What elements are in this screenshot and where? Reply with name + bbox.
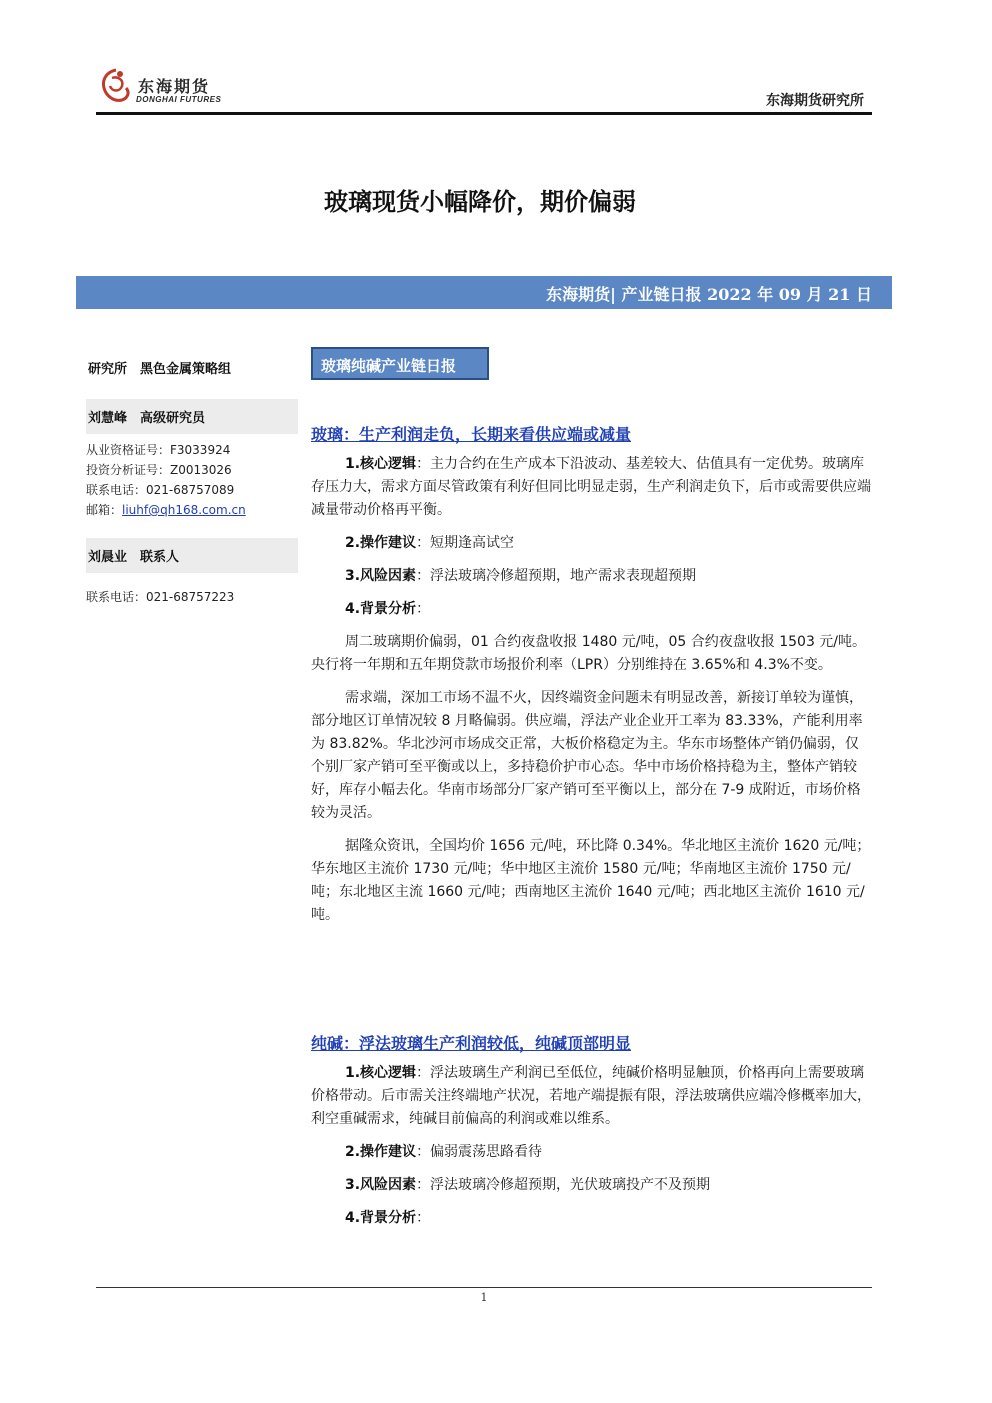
glass-bg-label: 4.背景分析 xyxy=(345,601,417,617)
soda-core-label: 1.核心逻辑 xyxy=(345,1065,417,1081)
soda-op-text: ：偏弱震荡思路看待 xyxy=(416,1144,543,1160)
glass-op-label: 2.操作建议 xyxy=(345,535,417,551)
soda-risk-text: ：浮法玻璃冷修超预期，光伏玻璃投产不及预期 xyxy=(416,1177,711,1193)
soda-risk xyxy=(311,1174,871,1197)
page-header xyxy=(96,62,872,114)
author-sidebar xyxy=(86,350,298,607)
email-link[interactable]: liuhf@qh168.com.cn xyxy=(122,503,246,517)
glass-paragraph-3: 据隆众资讯，全国均价 1656 元/吨，环比降 0.34%。华北地区主流价 1620 元/吨；华东地区主流价 1730 元/吨；华中地区主流价 1580 元/吨；华南地区主流价 1750 元/吨；东北地区主流 1660 元/吨；西南地区主流价 1640 元/吨；西北地区主流价 1610 元/吨。 xyxy=(311,838,871,923)
glass-operation xyxy=(311,532,871,555)
soda-core-text: ：浮法玻璃生产利润已至低位，纯碱价格明显触顶，价格再向上需要玻璃价格带动。后市需关注终端地产状况，若地产端提振有限，浮法玻璃供应端冷修概率加大，利空重碱需求，纯碱目前偏高的利润或难以维系。 xyxy=(311,1065,871,1127)
report-tag xyxy=(311,347,489,380)
glass-background xyxy=(311,598,871,621)
report-title: 玻璃现货小幅降价，期价偏弱 xyxy=(324,187,636,216)
soda-bg-label: 4.背景分析 xyxy=(345,1210,417,1226)
glass-paragraph-1: 周二玻璃期价偏弱，01 合约夜盘收报 1480 元/吨，05 合约夜盘收报 1503 元/吨。央行将一年期和五年期贷款市场报价利率（LPR）分别维持在 3.65%和 4.3%不变。 xyxy=(311,634,867,673)
glass-section xyxy=(311,422,871,927)
soda-core-logic xyxy=(311,1062,871,1131)
sidebar-contact: 刘晨业 联系人 xyxy=(86,538,298,573)
banner-text: 东海期货| 产业链日报 2022 年 09 月 21 日 xyxy=(546,285,872,304)
donghai-logo-icon xyxy=(98,66,134,106)
glass-risk-text: ：浮法玻璃冷修超预期，地产需求表现超预期 xyxy=(416,568,697,584)
analyst-email-row xyxy=(86,500,298,520)
company-logo xyxy=(98,66,258,110)
soda-risk-label: 3.风险因素 xyxy=(345,1177,417,1193)
glass-core-label: 1.核心逻辑 xyxy=(345,456,417,472)
glass-paragraph-2: 需求端，深加工市场不温不火，因终端资金问题未有明显改善，新接订单较为谨慎，部分地区订单情况较 8 月略偏弱。供应端，浮法产业企业开工率为 83.33%，产能利用率为 83.82%。华北沙河市场成交正常，大板价格稳定为主。华东市场整体产销仍偏弱，仅个别厂家产销可至平衡或以上，多持稳价护市心态。华中市场价格持稳为主，整体产销较好，库存小幅去化。华南市场部分厂家产销可至平衡以上，部分在 7-9 成附近，市场价格较为灵活。 xyxy=(311,690,863,821)
date-banner xyxy=(76,276,892,309)
qualification-cert: 从业资格证号：F3033924 xyxy=(86,443,231,457)
soda-background xyxy=(311,1207,871,1230)
glass-bg-colon: ： xyxy=(416,601,431,617)
sidebar-analyst: 刘慧峰 高级研究员 xyxy=(86,399,298,434)
footer-divider xyxy=(96,1287,872,1288)
header-divider xyxy=(96,112,872,115)
sidebar-dept: 研究所 黑色金属策略组 xyxy=(88,362,232,377)
soda-bg-colon: ： xyxy=(416,1210,431,1226)
logo-chinese-text: 东海期货 xyxy=(138,77,211,96)
header-institute-name: 东海期货研究所 xyxy=(766,93,864,109)
glass-risk xyxy=(311,565,871,588)
soda-op-label: 2.操作建议 xyxy=(345,1144,417,1160)
glass-heading[interactable]: 玻璃：生产利润走负，长期来看供应端或减量 xyxy=(311,425,632,444)
email-label: 邮箱： xyxy=(86,503,123,517)
soda-operation xyxy=(311,1141,871,1164)
report-tag-text: 玻璃纯碱产业链日报 xyxy=(321,357,457,375)
analyst-phone: 联系电话：021-68757089 xyxy=(86,483,235,497)
soda-section xyxy=(311,1031,871,1230)
investment-cert: 投资分析证号：Z0013026 xyxy=(86,463,232,477)
glass-risk-label: 3.风险因素 xyxy=(345,568,417,584)
contact-phone: 联系电话：021-68757223 xyxy=(86,590,235,604)
logo-english-text: DONGHAI FUTURES xyxy=(136,95,222,104)
page-number: 1 xyxy=(480,1291,488,1304)
glass-op-text: ：短期逢高试空 xyxy=(416,535,515,551)
soda-heading[interactable]: 纯碱：浮法玻璃生产利润较低，纯碱顶部明显 xyxy=(311,1034,632,1053)
glass-core-text: ：主力合约在生产成本下沿波动、基差较大、估值具有一定优势。玻璃库存压力大，需求方面尽管政策有利好但同比明显走弱，生产利润走负下，后市或需要供应端减量带动价格再平衡。 xyxy=(311,456,871,518)
glass-core-logic xyxy=(311,453,871,522)
